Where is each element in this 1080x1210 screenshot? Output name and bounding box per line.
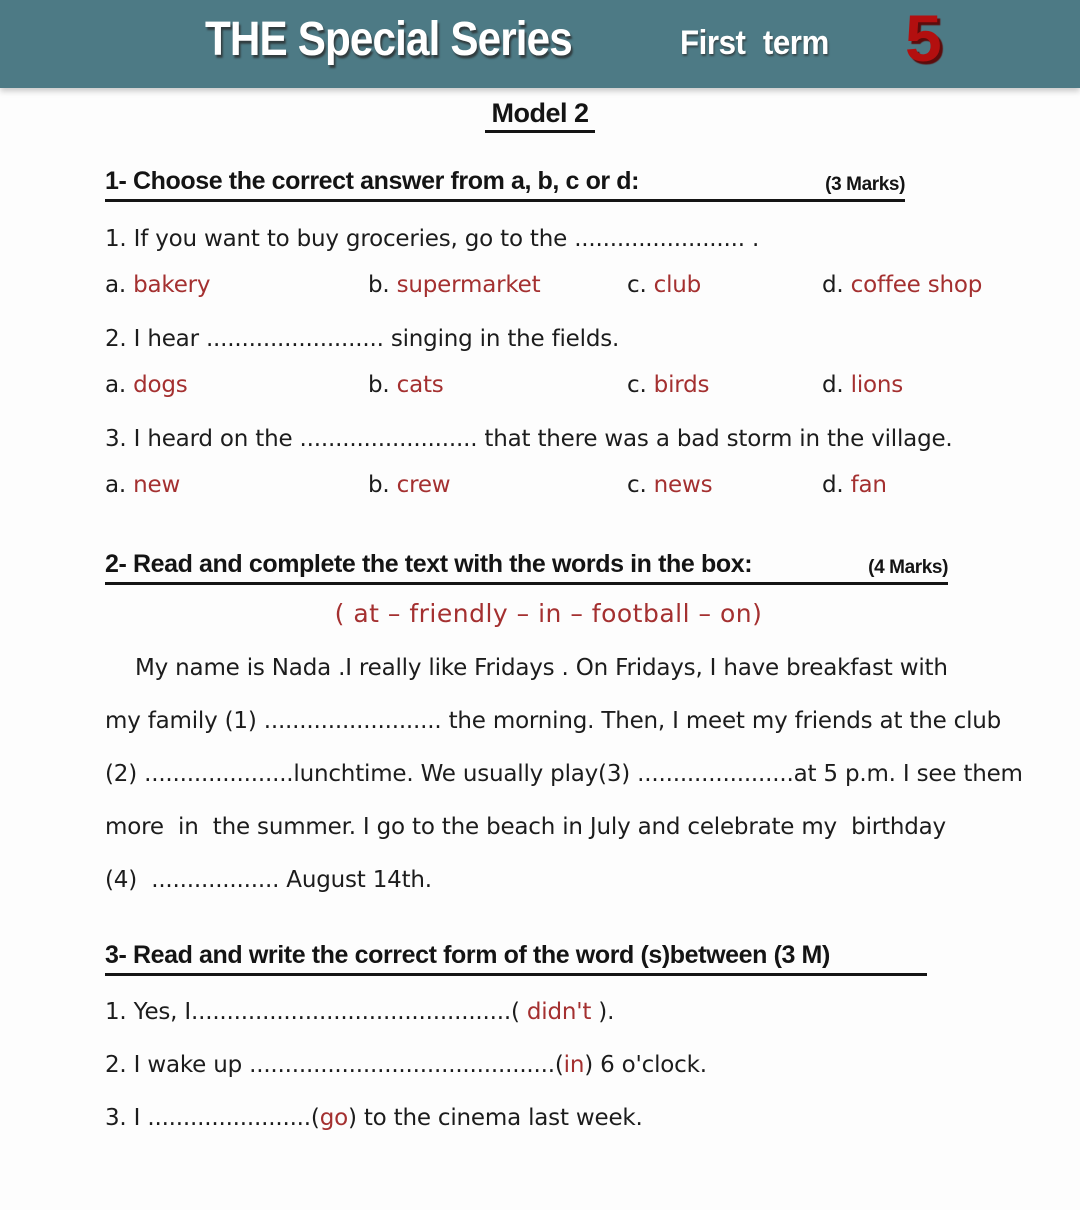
- option-letter: c.: [627, 472, 654, 498]
- option-a: [105, 372, 368, 398]
- option-d: [822, 372, 992, 398]
- option-b: [368, 272, 627, 298]
- section1-marks: (3 Marks): [825, 174, 905, 195]
- term-label: First term: [680, 24, 829, 62]
- question-2: 2. I hear ......................... singing in the fields.: [105, 326, 620, 352]
- option-letter: c.: [627, 272, 654, 298]
- paragraph-line: more in the summer. I go to the beach in July and celebrate my birthday: [105, 814, 946, 840]
- header-banner: [0, 0, 1080, 88]
- word-box: ( at – friendly – in – football – on): [334, 599, 763, 628]
- option-word: crew: [396, 472, 451, 498]
- option-letter: a.: [105, 472, 134, 498]
- question-2-options: [105, 372, 992, 398]
- option-letter: b.: [368, 472, 397, 498]
- paragraph-line: My name is Nada .I really like Fridays . On Fridays, I have breakfast with: [135, 655, 948, 681]
- option-letter: a.: [105, 272, 134, 298]
- option-a: [105, 472, 368, 498]
- option-word: fan: [850, 472, 887, 498]
- section3-heading: [105, 941, 927, 976]
- section3-title: 3- Read and write the correct form of the word (s)between (3 M): [105, 941, 830, 969]
- section3-item-2: 2. I wake up ...........................................(in) 6 o'clock.: [105, 1052, 707, 1078]
- option-word: cats: [396, 372, 444, 398]
- option-word: supermarket: [396, 272, 541, 298]
- option-word: lions: [850, 372, 904, 398]
- section2-title: 2- Read and complete the text with the words in the box:: [105, 550, 753, 578]
- option-word: coffee shop: [850, 272, 983, 298]
- option-letter: a.: [105, 372, 134, 398]
- page-number: 5: [905, 1, 942, 75]
- option-letter: c.: [627, 372, 654, 398]
- section3-items: [105, 986, 992, 1145]
- option-c: [627, 272, 822, 298]
- paragraph-line: (4) .................. August 14th.: [105, 867, 432, 893]
- option-word: birds: [653, 372, 710, 398]
- option-word: club: [653, 272, 702, 298]
- section3-item-1: 1. Yes, I.............................................( didn't ).: [105, 999, 615, 1025]
- model-title-text: Model 2: [485, 98, 594, 133]
- option-letter: d.: [822, 272, 851, 298]
- question-1: 1. If you want to buy groceries, go to the ........................ .: [105, 226, 760, 252]
- section2-heading: [105, 550, 948, 585]
- option-b: [368, 472, 627, 498]
- option-word: news: [653, 472, 713, 498]
- option-d: [822, 272, 992, 298]
- section2-marks: (4 Marks): [868, 557, 948, 578]
- question-3-options: [105, 472, 992, 498]
- model-title: [0, 98, 1080, 133]
- option-letter: d.: [822, 472, 851, 498]
- option-letter: b.: [368, 272, 397, 298]
- paragraph-line: (2) .....................lunchtime. We usually play(3) ......................at 5 p.m. I see them: [105, 761, 1023, 787]
- question-1-options: [105, 272, 992, 298]
- option-b: [368, 372, 627, 398]
- series-title: THE Special Series: [205, 13, 572, 66]
- option-word: dogs: [133, 372, 188, 398]
- option-letter: d.: [822, 372, 851, 398]
- option-word: new: [133, 472, 181, 498]
- option-word: bakery: [133, 272, 211, 298]
- question-3: 3. I heard on the ......................... that there was a bad storm in the village.: [105, 426, 953, 452]
- section1-heading: [105, 167, 905, 202]
- paragraph-line: my family (1) ......................... the morning. Then, I meet my friends at the club: [105, 708, 1002, 734]
- option-a: [105, 272, 368, 298]
- section1-title: 1- Choose the correct answer from a, b, c or d:: [105, 167, 640, 195]
- worksheet-content: [0, 167, 1080, 1145]
- option-c: [627, 472, 822, 498]
- option-c: [627, 372, 822, 398]
- option-letter: b.: [368, 372, 397, 398]
- reading-paragraph: [105, 642, 1023, 907]
- option-d: [822, 472, 992, 498]
- section3-item-3: 3. I .......................(go) to the cinema last week.: [105, 1105, 643, 1131]
